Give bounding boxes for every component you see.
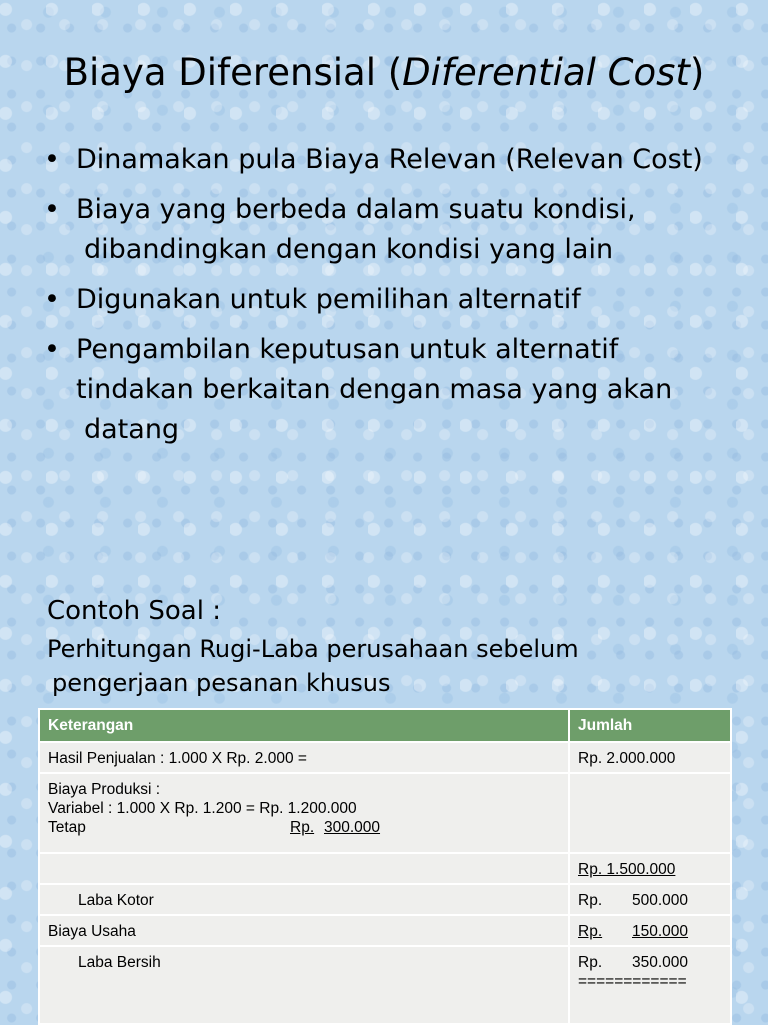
profit-loss-table xyxy=(38,708,732,1025)
subtotal-value: Rp. 1.500.000 xyxy=(578,861,676,878)
table-row xyxy=(39,946,731,1024)
bullet-list xyxy=(44,140,754,460)
table-row xyxy=(39,853,731,884)
table-row xyxy=(39,884,731,915)
bullet-item: • Biaya yang berbeda dalam suatu kondisi, dibandingkan dengan kondisi yang lain xyxy=(44,190,754,270)
empty-cell xyxy=(39,853,569,884)
table-row xyxy=(39,915,731,946)
double-rule: ============ xyxy=(578,973,687,990)
biaya-produksi-cell xyxy=(39,773,569,853)
header-jumlah: Jumlah xyxy=(569,709,731,742)
laba-kotor-cell: Laba Kotor xyxy=(39,884,569,915)
hasil-value: Rp. 2.000.000 xyxy=(569,742,731,773)
hasil-label: Hasil Penjualan : 1.000 X Rp. 2.000 = xyxy=(39,742,569,773)
empty-cell xyxy=(569,773,731,853)
biaya-produksi-label: Biaya Produksi : xyxy=(48,781,160,798)
table-row xyxy=(39,773,731,853)
biaya-usaha-label: Biaya Usaha xyxy=(39,915,569,946)
laba-bersih-cell: Laba Bersih xyxy=(39,946,569,1024)
tetap-line: Tetap Rp. 300.000 xyxy=(48,819,381,836)
header-keterangan: Keterangan xyxy=(39,709,569,742)
bullet-item: • Pengambilan keputusan untuk alternatif tindakan berkaitan dengan masa yang akan datang xyxy=(44,330,754,450)
biaya-usaha-value-cell: Rp. 150.000 xyxy=(569,915,731,946)
table-header-row xyxy=(39,709,731,742)
example-heading: Contoh Soal : xyxy=(47,596,221,626)
bullet-item: • Dinamakan pula Biaya Relevan (Relevan Cost) xyxy=(44,140,754,180)
title-close-paren: ) xyxy=(689,51,705,94)
laba-bersih-value-cell: Rp. 350.000 ============ xyxy=(569,946,731,1024)
table-row xyxy=(39,742,731,773)
subtotal-cell xyxy=(569,853,731,884)
title-text: Biaya Diferensial ( xyxy=(63,51,403,94)
bullet-item: • Digunakan untuk pemilihan alternatif xyxy=(44,280,754,320)
example-subtitle: Perhitungan Rugi-Laba perusahaan sebelum pengerjaan pesanan khusus xyxy=(47,635,579,697)
variabel-line: Variabel : 1.000 X Rp. 1.200 = Rp. 1.200.000 xyxy=(48,800,357,817)
slide-title xyxy=(0,48,768,98)
laba-kotor-value-cell: Rp. 500.000 xyxy=(569,884,731,915)
title-italic-text: Diferential Cost xyxy=(402,51,690,94)
